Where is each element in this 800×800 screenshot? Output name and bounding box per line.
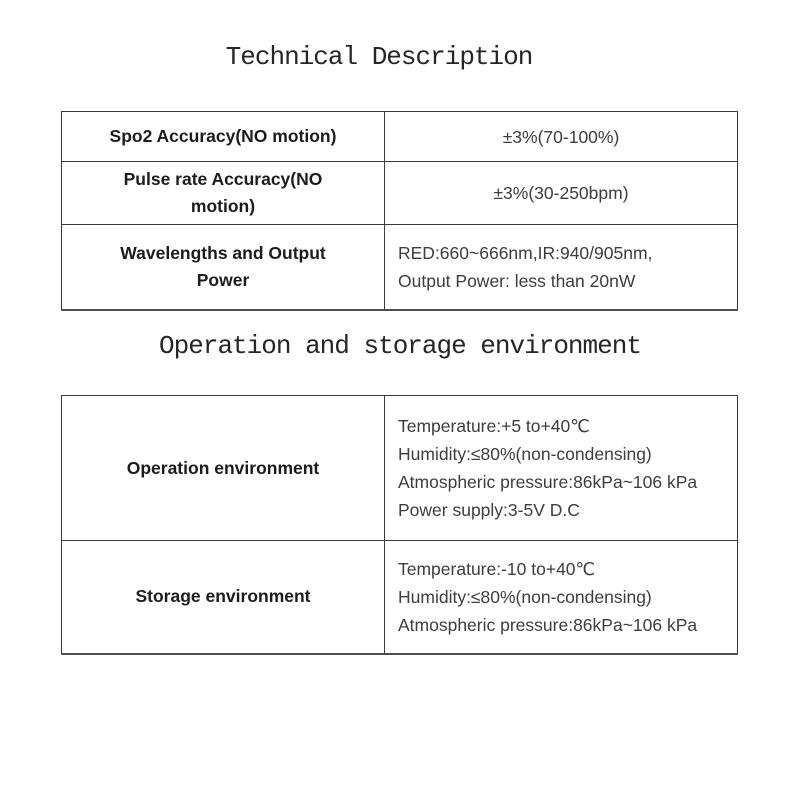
spec-line: Atmospheric pressure:86kPa~106 kPa — [398, 614, 698, 635]
spec-value-pulse-rate-accuracy: ±3%(30-250bpm) — [385, 162, 738, 225]
spec-value-wavelengths — [385, 225, 738, 310]
table-row-wavelengths — [62, 225, 738, 310]
spec-line: Temperature:+5 to+40℃ — [398, 416, 590, 436]
technical-table — [61, 111, 738, 311]
page-title: Technical Description — [225, 42, 533, 72]
spec-label-storage-environment: Storage environment — [62, 541, 385, 654]
spec-line: RED:660~666nm,IR:940/905nm, — [398, 242, 653, 263]
spec-line: Atmospheric pressure:86kPa~106 kPa — [398, 472, 698, 492]
spec-label-wavelengths: Wavelengths and Output Power — [62, 225, 385, 310]
table-row-spo2-accuracy — [62, 112, 738, 162]
environment-table-body — [62, 396, 738, 654]
section-title: Operation and storage environment — [159, 331, 641, 361]
spec-label-spo2-accuracy: Spo2 Accuracy(NO motion) — [62, 112, 385, 162]
table-row-storage-environment — [62, 541, 738, 654]
spec-line: Temperature:-10 to+40℃ — [398, 558, 596, 579]
spec-line: Power supply:3-5V D.C — [398, 500, 580, 520]
spec-line: Humidity:≤80%(non-condensing) — [398, 444, 652, 464]
spec-value-spo2-accuracy: ±3%(70-100%) — [385, 112, 738, 162]
table-row-pulse-rate-accuracy — [62, 162, 738, 225]
technical-table-body — [62, 112, 738, 310]
spec-line: Output Power: less than 20nW — [398, 270, 636, 291]
environment-table — [61, 395, 738, 655]
spec-value-operation-environment — [385, 396, 738, 541]
spec-line: Humidity:≤80%(non-condensing) — [398, 586, 652, 607]
spec-label-pulse-rate-accuracy: Pulse rate Accuracy(NO motion) — [62, 162, 385, 225]
table-row-operation-environment — [62, 396, 738, 541]
spec-label-operation-environment: Operation environment — [62, 396, 385, 541]
spec-value-storage-environment — [385, 541, 738, 654]
